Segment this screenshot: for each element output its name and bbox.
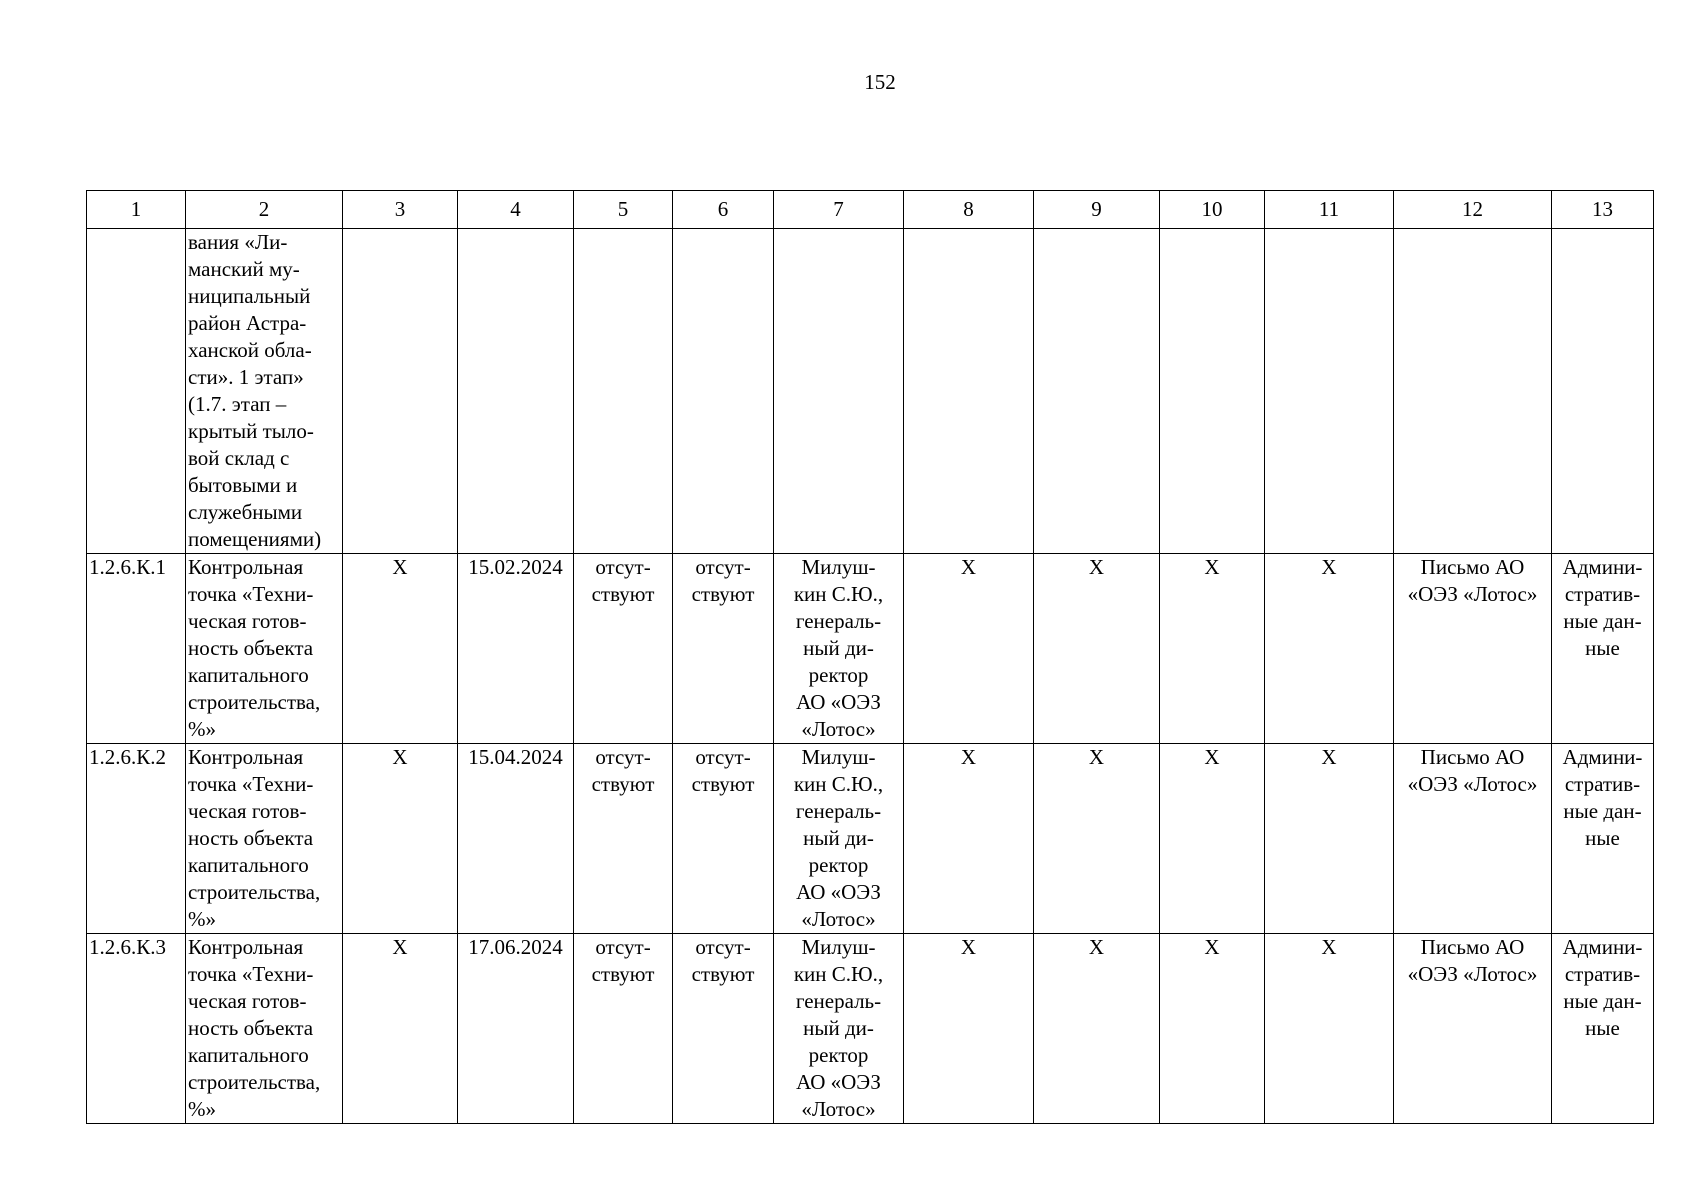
continuation-row — [87, 229, 1654, 554]
column-header: 13 — [1552, 191, 1654, 229]
table-cell: Х — [1034, 554, 1160, 744]
table-cell — [343, 229, 458, 554]
source-doc-cell: Письмо АО «ОЭЗ «Лотос» — [1394, 744, 1552, 934]
table-cell — [1394, 229, 1552, 554]
control-point-name: Контрольная точка «Техни- ческая готов- ность объекта капитального строительства, %» — [186, 934, 343, 1124]
date-cell: 15.04.2024 — [458, 744, 574, 934]
page-number: 152 — [864, 70, 896, 94]
column-header: 1 — [87, 191, 186, 229]
table-cell: Х — [1034, 744, 1160, 934]
responsible-cell: Милуш- кин С.Ю., генераль- ный ди- ректор АО «ОЭЗ «Лотос» — [774, 554, 904, 744]
column-header: 10 — [1160, 191, 1265, 229]
table-cell: отсут- ствуют — [574, 934, 673, 1124]
responsible-cell: Милуш- кин С.Ю., генераль- ный ди- ректор АО «ОЭЗ «Лотос» — [774, 744, 904, 934]
table-row — [87, 744, 1654, 934]
table-cell: Х — [1160, 934, 1265, 1124]
data-type-cell: Админи- стратив- ные дан- ные — [1552, 934, 1654, 1124]
column-header: 9 — [1034, 191, 1160, 229]
column-header: 3 — [343, 191, 458, 229]
table-cell: Х — [1034, 934, 1160, 1124]
row-code: 1.2.6.К.1 — [87, 554, 186, 744]
column-header: 8 — [904, 191, 1034, 229]
table-row — [87, 934, 1654, 1124]
data-type-cell: Админи- стратив- ные дан- ные — [1552, 554, 1654, 744]
column-header: 12 — [1394, 191, 1552, 229]
table-cell — [774, 229, 904, 554]
source-doc-cell: Письмо АО «ОЭЗ «Лотос» — [1394, 934, 1552, 1124]
column-header: 2 — [186, 191, 343, 229]
table-cell: Х — [343, 554, 458, 744]
table-cell: отсут- ствуют — [673, 554, 774, 744]
responsible-cell: Милуш- кин С.Ю., генераль- ный ди- ректор АО «ОЭЗ «Лотос» — [774, 934, 904, 1124]
table-cell — [904, 229, 1034, 554]
table-cell: Х — [1160, 554, 1265, 744]
table-cell: Х — [343, 934, 458, 1124]
column-header: 11 — [1265, 191, 1394, 229]
table-cell: Х — [1160, 744, 1265, 934]
table-cell: отсут- ствуют — [574, 554, 673, 744]
column-header: 6 — [673, 191, 774, 229]
column-header: 7 — [774, 191, 904, 229]
object-name-continuation: вания «Ли- манский му- ниципальный район Астра- ханской обла- сти». 1 этап» (1.7. этап – крытый тыло- вой склад с бытовыми и служебными помещениями) — [186, 229, 343, 554]
table-cell: Х — [904, 744, 1034, 934]
table-cell — [1265, 229, 1394, 554]
table-cell — [1552, 229, 1654, 554]
table-cell: Х — [1265, 554, 1394, 744]
source-doc-cell: Письмо АО «ОЭЗ «Лотос» — [1394, 554, 1552, 744]
row-code: 1.2.6.К.2 — [87, 744, 186, 934]
table-cell: Х — [343, 744, 458, 934]
control-point-name: Контрольная точка «Техни- ческая готов- ность объекта капитального строительства, %» — [186, 744, 343, 934]
table-cell — [458, 229, 574, 554]
column-header: 4 — [458, 191, 574, 229]
table-cell — [673, 229, 774, 554]
data-type-cell: Админи- стратив- ные дан- ные — [1552, 744, 1654, 934]
table-cell — [574, 229, 673, 554]
table-cell: отсут- ствуют — [574, 744, 673, 934]
header-row — [87, 191, 1654, 229]
control-points-table — [86, 190, 1654, 1124]
table-cell: отсут- ствуют — [673, 934, 774, 1124]
table-cell: Х — [1265, 934, 1394, 1124]
table-cell: Х — [904, 554, 1034, 744]
table-cell — [1160, 229, 1265, 554]
table-row — [87, 554, 1654, 744]
date-cell: 17.06.2024 — [458, 934, 574, 1124]
control-point-name: Контрольная точка «Техни- ческая готов- ность объекта капитального строительства, %» — [186, 554, 343, 744]
date-cell: 15.02.2024 — [458, 554, 574, 744]
table-cell — [87, 229, 186, 554]
table-cell: Х — [904, 934, 1034, 1124]
table-cell — [1034, 229, 1160, 554]
table-cell: Х — [1265, 744, 1394, 934]
table-cell: отсут- ствуют — [673, 744, 774, 934]
row-code: 1.2.6.К.3 — [87, 934, 186, 1124]
column-header: 5 — [574, 191, 673, 229]
